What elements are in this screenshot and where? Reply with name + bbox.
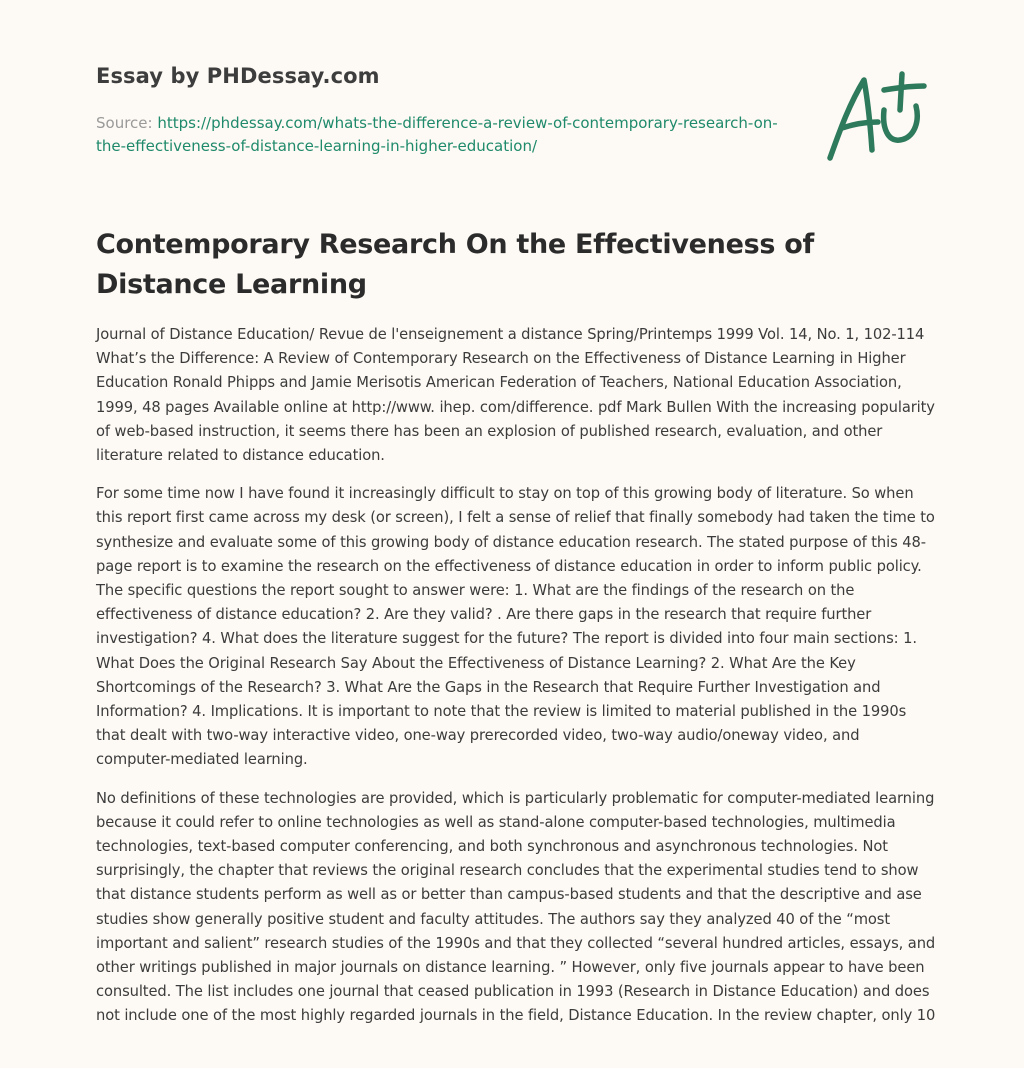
source-link[interactable]: https://phdessay.com/whats-the-difference-a-review-of-contemporary-research-on-the-effectiveness-of-distance-learning-in-higher-education/ (96, 114, 778, 155)
article-paragraph: Journal of Distance Education/ Revue de l'enseignement a distance Spring/Printemps 1999 Vol. 14, No. 1, 102-114 What’s the Difference: A Review of Contemporary Research on the Effectiveness of Distance Learning in Higher Education Ronald Phipps and Jamie Merisotis American Federation of Teachers, National Education Association, 1999, 48 pages Available online at http://www. ihep. com/difference. pdf Mark Bullen With the increasing popularity of web-based instruction, it seems there has been an explosion of published research, evaluation, and other literature related to distance education. (96, 326, 935, 465)
article-paragraph: No definitions of these technologies are provided, which is particularly problematic for computer-mediated learning because it could refer to online technologies as well as stand-alone computer-based technologies, multimedia technologies, text-based computer conferencing, and both synchronous and asynchronous technologies. Not surprisingly, the chapter that reviews the original research concludes that the experimental studies tend to show that distance students perform as well as or better than campus-based students and that the descriptive and ase studies show generally positive student and faculty attitudes. The authors say they analyzed 40 of the “most important and salient” research studies of the 1990s and that they collected “several hundred articles, essays, and other writings published in major journals on distance learning. ” However, only five journals appear to have been consulted. The list includes one journal that ceased publication in 1993 (Research in Distance Education) and does not include one of the most highly regarded journals in the field, Distance Education. In the review chapter, only 10 (96, 789, 936, 1025)
a-plus-logo-icon (820, 66, 930, 166)
article-paragraph: For some time now I have found it increasingly difficult to stay on top of this growing body of literature. So when this report first came across my desk (or screen), I felt a sense of relief that finally somebody had taken the time to synthesize and evaluate some of this growing body of distance education research. The stated purpose of this 48-page report is to examine the research on the effectiveness of distance education in order to inform public policy. The specific questions the report sought to answer were: 1. What are the findings of the research on the effectiveness of distance education? 2. Are they valid? . Are there gaps in the research that require further investigation? 4. What does the literature suggest for the future? The report is divided into four main sections: 1. What Does the Original Research Say About the Effectiveness of Distance Learning? 2. What Are the Key Shortcomings of the Research? 3. What Are the Gaps in the Research that Require Further Investigation and Information? 4. Implications. It is important to note that the review is limited to material published in the 1990s that dealt with two-way interactive video, one-way prerecorded video, two-way audio/oneway video, and computer-mediated learning. (96, 485, 935, 769)
site-brand: Essay by PHDessay.com (96, 64, 380, 88)
article-title: Contemporary Research On the Effectiveness of Distance Learning (96, 229, 814, 300)
source-line (96, 112, 796, 158)
source-label: Source: (96, 114, 158, 132)
article-body (96, 323, 936, 1043)
